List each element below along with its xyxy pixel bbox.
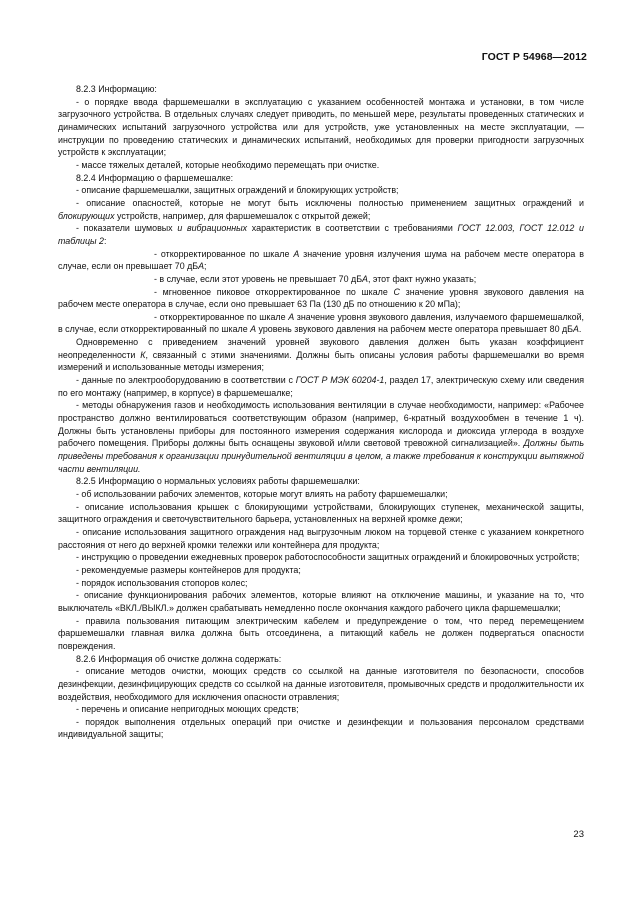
paragraph: 8.2.5 Информацию о нормальных условиях работы фаршемешалки:: [76, 476, 360, 487]
paragraph: - перечень и описание непригодных моющих средств;: [76, 704, 299, 715]
document-body: [58, 83, 584, 741]
paragraph: - мгновенное пиковое откорректированное по шкале С значение уровня звукового давления на рабочем месте оператора в случае, если оно превышает 63 Па (130 дБ по отношению к 20 мПа);: [58, 286, 584, 310]
paragraph: - описание методов очистки, моющих средств со ссылкой на данные изготовителя по безопасности, способов дезинфекции, дезинфицирующих средств со ссылкой на данные изготовителя, промывочных средств и продолжительности их воздействия, необходимого для исключения опасности отравления;: [58, 666, 584, 702]
paragraph: - о порядке ввода фаршемешалки в эксплуатацию с указанием особенностей монтажа и установки, в том числе загрузочного устройства. В отдельных случаях следует приводить, по меньшей мере, результаты проведенных статических и динамических испытаний загрузочного устройства или для устройств, уже установленных на месте эксплуатации, — инструкции по проведению статических и динамических испытаний, необходимых для проверки пригодности загрузочных устройств к эксплуатации;: [58, 96, 584, 158]
paragraph: - массе тяжелых деталей, которые необходимо перемещать при очистке.: [76, 159, 380, 170]
paragraph: - порядок использования стопоров колес;: [76, 577, 248, 588]
paragraph: 8.2.3 Информацию:: [76, 84, 157, 94]
page-number: 23: [573, 829, 584, 840]
paragraph: Одновременно с приведением значений уровней звукового давления должен быть указан коэффициент неопределенности К, связанный с этими значениями. Должны быть описаны условия работы фаршемешалки во время измерений и использованные методы измерения;: [58, 337, 584, 373]
paragraph: - в случае, если этот уровень не превышает 70 дБА, этот факт нужно указать;: [154, 273, 477, 284]
paragraph: - данные по электрооборудованию в соответствии с ГОСТ Р МЭК 60204-1, раздел 17, электрическую схему или сведения по его монтажу (например, в корпусе) в фаршемешалке;: [58, 375, 585, 398]
paragraph: - описание функционирования рабочих элементов, которые влияют на отключение машины, и указание на то, что выключатель «ВКЛ./ВЫКЛ.» должен срабатывать немедленно после окончания каждого рабочего цикла фаршемешалки;: [58, 590, 584, 613]
paragraph: 8.2.6 Информация об очистке должна содержать:: [76, 653, 282, 664]
paragraph: - правила пользования питающим электрическим кабелем и предупреждение о том, что перед перемещением фаршемешалки главная вилка должна быть отсоединена, а питающий кабель не должен подвергаться опасности повреждения.: [58, 615, 584, 651]
document-id-header: ГОСТ Р 54968—2012: [481, 51, 587, 63]
paragraph: - инструкцию о проведении ежедневных проверок работоспособности защитных ограждений и блокировочных устройств;: [76, 552, 580, 563]
paragraph: - описание фаршемешалки, защитных ограждений и блокирующих устройств;: [76, 185, 399, 196]
paragraph: - показатели шумовых и вибрационных характеристик в соответствии с требованиями ГОСТ 12.003, ГОСТ 12.012 и таблицы 2:: [58, 223, 584, 246]
paragraph: - порядок выполнения отдельных операций при очистке и дезинфекции и пользования персоналом средствами индивидуальной защиты;: [58, 716, 584, 740]
paragraph: - рекомендуемые размеры контейнеров для продукта;: [76, 564, 301, 575]
paragraph: - откорректированное по шкале А значение уровня звукового давления, излучаемого фаршемешалкой, в случае, если откорректированный по шкале А уровень звукового давления на рабочем месте оператора превышает 80 дБА.: [58, 311, 584, 335]
paragraph: 8.2.4 Информацию о фаршемешалке:: [76, 172, 234, 183]
paragraph: - описание использования защитного ограждения над выгрузочным люком на торцевой стенке с указанием конкретного расстояния от него до верхней кромки тележки или контейнера для продукта;: [58, 526, 584, 550]
paragraph: - описание использования крышек с блокирующими устройствами, блокирующих ступенек, механической защиты, защитного ограждения и светочувствительного барьера, установленных на верхней кромке дежи;: [58, 501, 584, 525]
paragraph: - описание опасностей, которые не могут быть исключены полностью применением защитных ограждений и блокирующих устройств, например, для фаршемешалок с открытой дежей;: [58, 197, 584, 221]
paragraph: - об использовании рабочих элементов, которые могут влиять на работу фаршемешалки;: [76, 489, 448, 499]
paragraph: - откорректированное по шкале А значение уровня излучения шума на рабочем месте оператора в случае, если он превышает 70 дБА;: [58, 248, 584, 272]
paragraph: - методы обнаружения газов и необходимость использования вентиляции в случае необходимости, например: «Рабочее пространство должно вентилироваться соответствующим образом (например, 6-кратный воздухообмен в течение 1 ч). Должны быть установлены приборы для постоянного измерения содержания кислорода и диоксида углерода в воздухе рабочего помещения. Приборы должны быть оснащены звуковой и/или световой тревожной сигнализацией». Должны быть приведены требования к организации принудительной вентиляции в целом, а также требования к конструкции вытяжной части вентиляции.: [58, 400, 584, 474]
